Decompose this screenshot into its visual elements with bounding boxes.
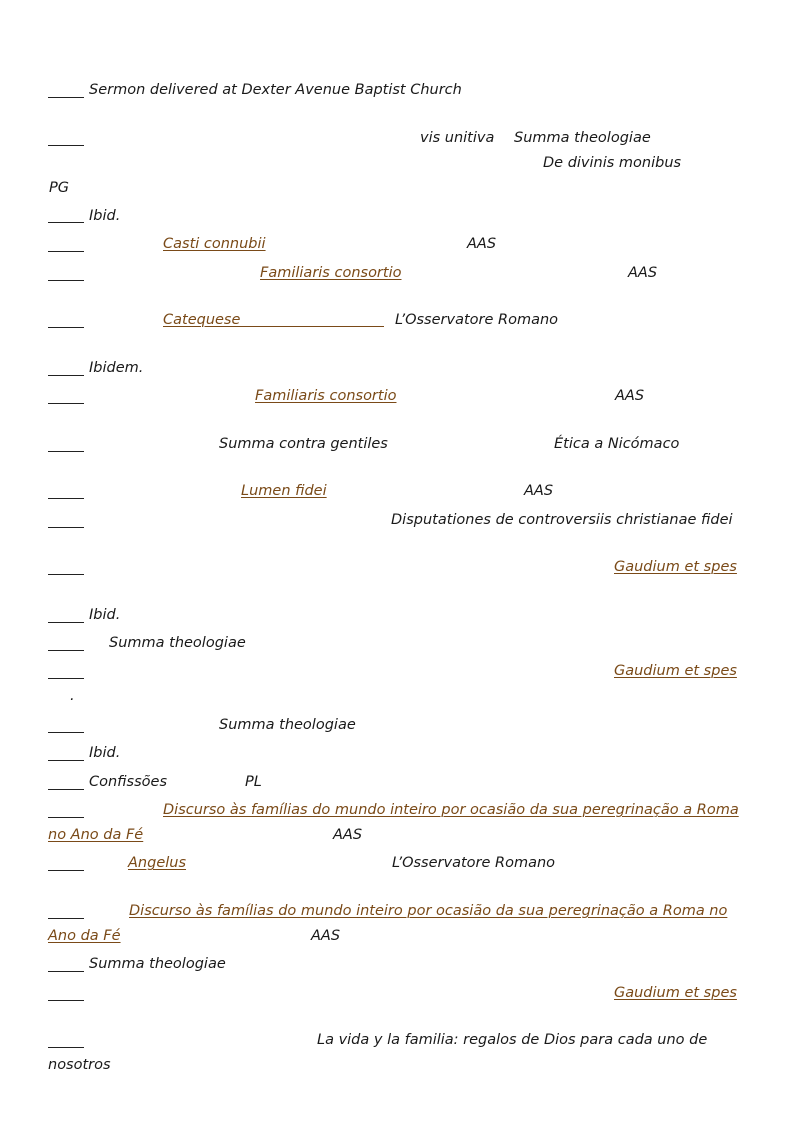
footnote-text: AAS [628,265,658,281]
footnote-rule [48,789,84,790]
footnote-rule [48,817,84,818]
footnote-rule [48,403,84,404]
document-link[interactable]: no Ano da Fé [48,827,144,843]
footnote-rule [48,222,84,223]
footnote-text: AAS [311,928,341,944]
document-link[interactable]: Familiaris consortio [255,388,397,404]
footnote-rule [48,451,84,452]
link-underline [240,312,384,327]
footnote-text: AAS [524,483,554,499]
footnote-text: Ibid. [89,208,121,224]
footnote-text: PL [245,774,262,790]
footnote-text: Summa theologiae [109,635,246,651]
document-link[interactable]: Casti connubii [163,236,266,252]
footnote-text: Ibidem. [89,360,144,376]
footnote-rule [48,97,84,98]
footnote-rule [48,870,84,871]
footnote-text: Confissões [89,774,168,790]
document-link[interactable]: Catequese [163,312,241,328]
footnote-text: L’Osservatore Romano [392,855,556,871]
footnote-text: . [70,688,75,704]
footnote-text: Ibid. [89,745,121,761]
footnote-rule [48,1000,84,1001]
footnote-text: AAS [467,236,497,252]
footnote-rule [48,280,84,281]
footnote-rule [48,678,84,679]
footnote-rule [48,732,84,733]
footnote-rule [48,1047,84,1048]
footnote-rule [48,650,84,651]
footnote-rule [48,574,84,575]
footnote-text: nosotros [48,1057,111,1073]
footnote-text: Sermon delivered at Dexter Avenue Baptist Church [89,82,462,98]
document-link[interactable]: Discurso às famílias do mundo inteiro por ocasião da sua peregrinação a Roma [163,802,739,818]
footnote-text: La vida y la familia: regalos de Dios para cada uno de [317,1032,708,1048]
footnote-text: Summa theologiae [514,130,651,146]
footnote-rule [48,527,84,528]
footnote-rule [48,251,84,252]
footnote-text: Disputationes de controversiis christianae fidei [391,512,733,528]
footnote-text: AAS [615,388,645,404]
footnote-text: De divinis monibus [543,155,682,171]
document-link[interactable]: Discurso às famílias do mundo inteiro por ocasião da sua peregrinação a Roma no [129,903,728,919]
footnote-rule [48,918,84,919]
footnote-text: Summa theologiae [89,956,226,972]
footnote-rule [48,375,84,376]
document-link[interactable]: Ano da Fé [48,928,121,944]
footnote-text: AAS [333,827,363,843]
footnote-text: Ibid. [89,607,121,623]
footnote-text: vis unitiva [420,130,495,146]
footnote-text: Ética a Nicómaco [554,436,680,452]
document-link[interactable]: Lumen fidei [241,483,327,499]
footnote-text: PG [49,180,69,196]
footnote-text: L’Osservatore Romano [395,312,559,328]
document-link[interactable]: Gaudium et spes [614,985,737,1001]
footnote-text: Summa theologiae [219,717,356,733]
footnote-rule [48,145,84,146]
footnote-rule [48,622,84,623]
document-link[interactable]: Gaudium et spes [614,559,737,575]
document-link[interactable]: Gaudium et spes [614,663,737,679]
footnote-rule [48,971,84,972]
document-link[interactable]: Familiaris consortio [260,265,402,281]
footnote-rule [48,327,84,328]
document-link[interactable]: Angelus [128,855,187,871]
footnote-rule [48,760,84,761]
footnote-rule [48,498,84,499]
footnote-text: Summa contra gentiles [219,436,388,452]
